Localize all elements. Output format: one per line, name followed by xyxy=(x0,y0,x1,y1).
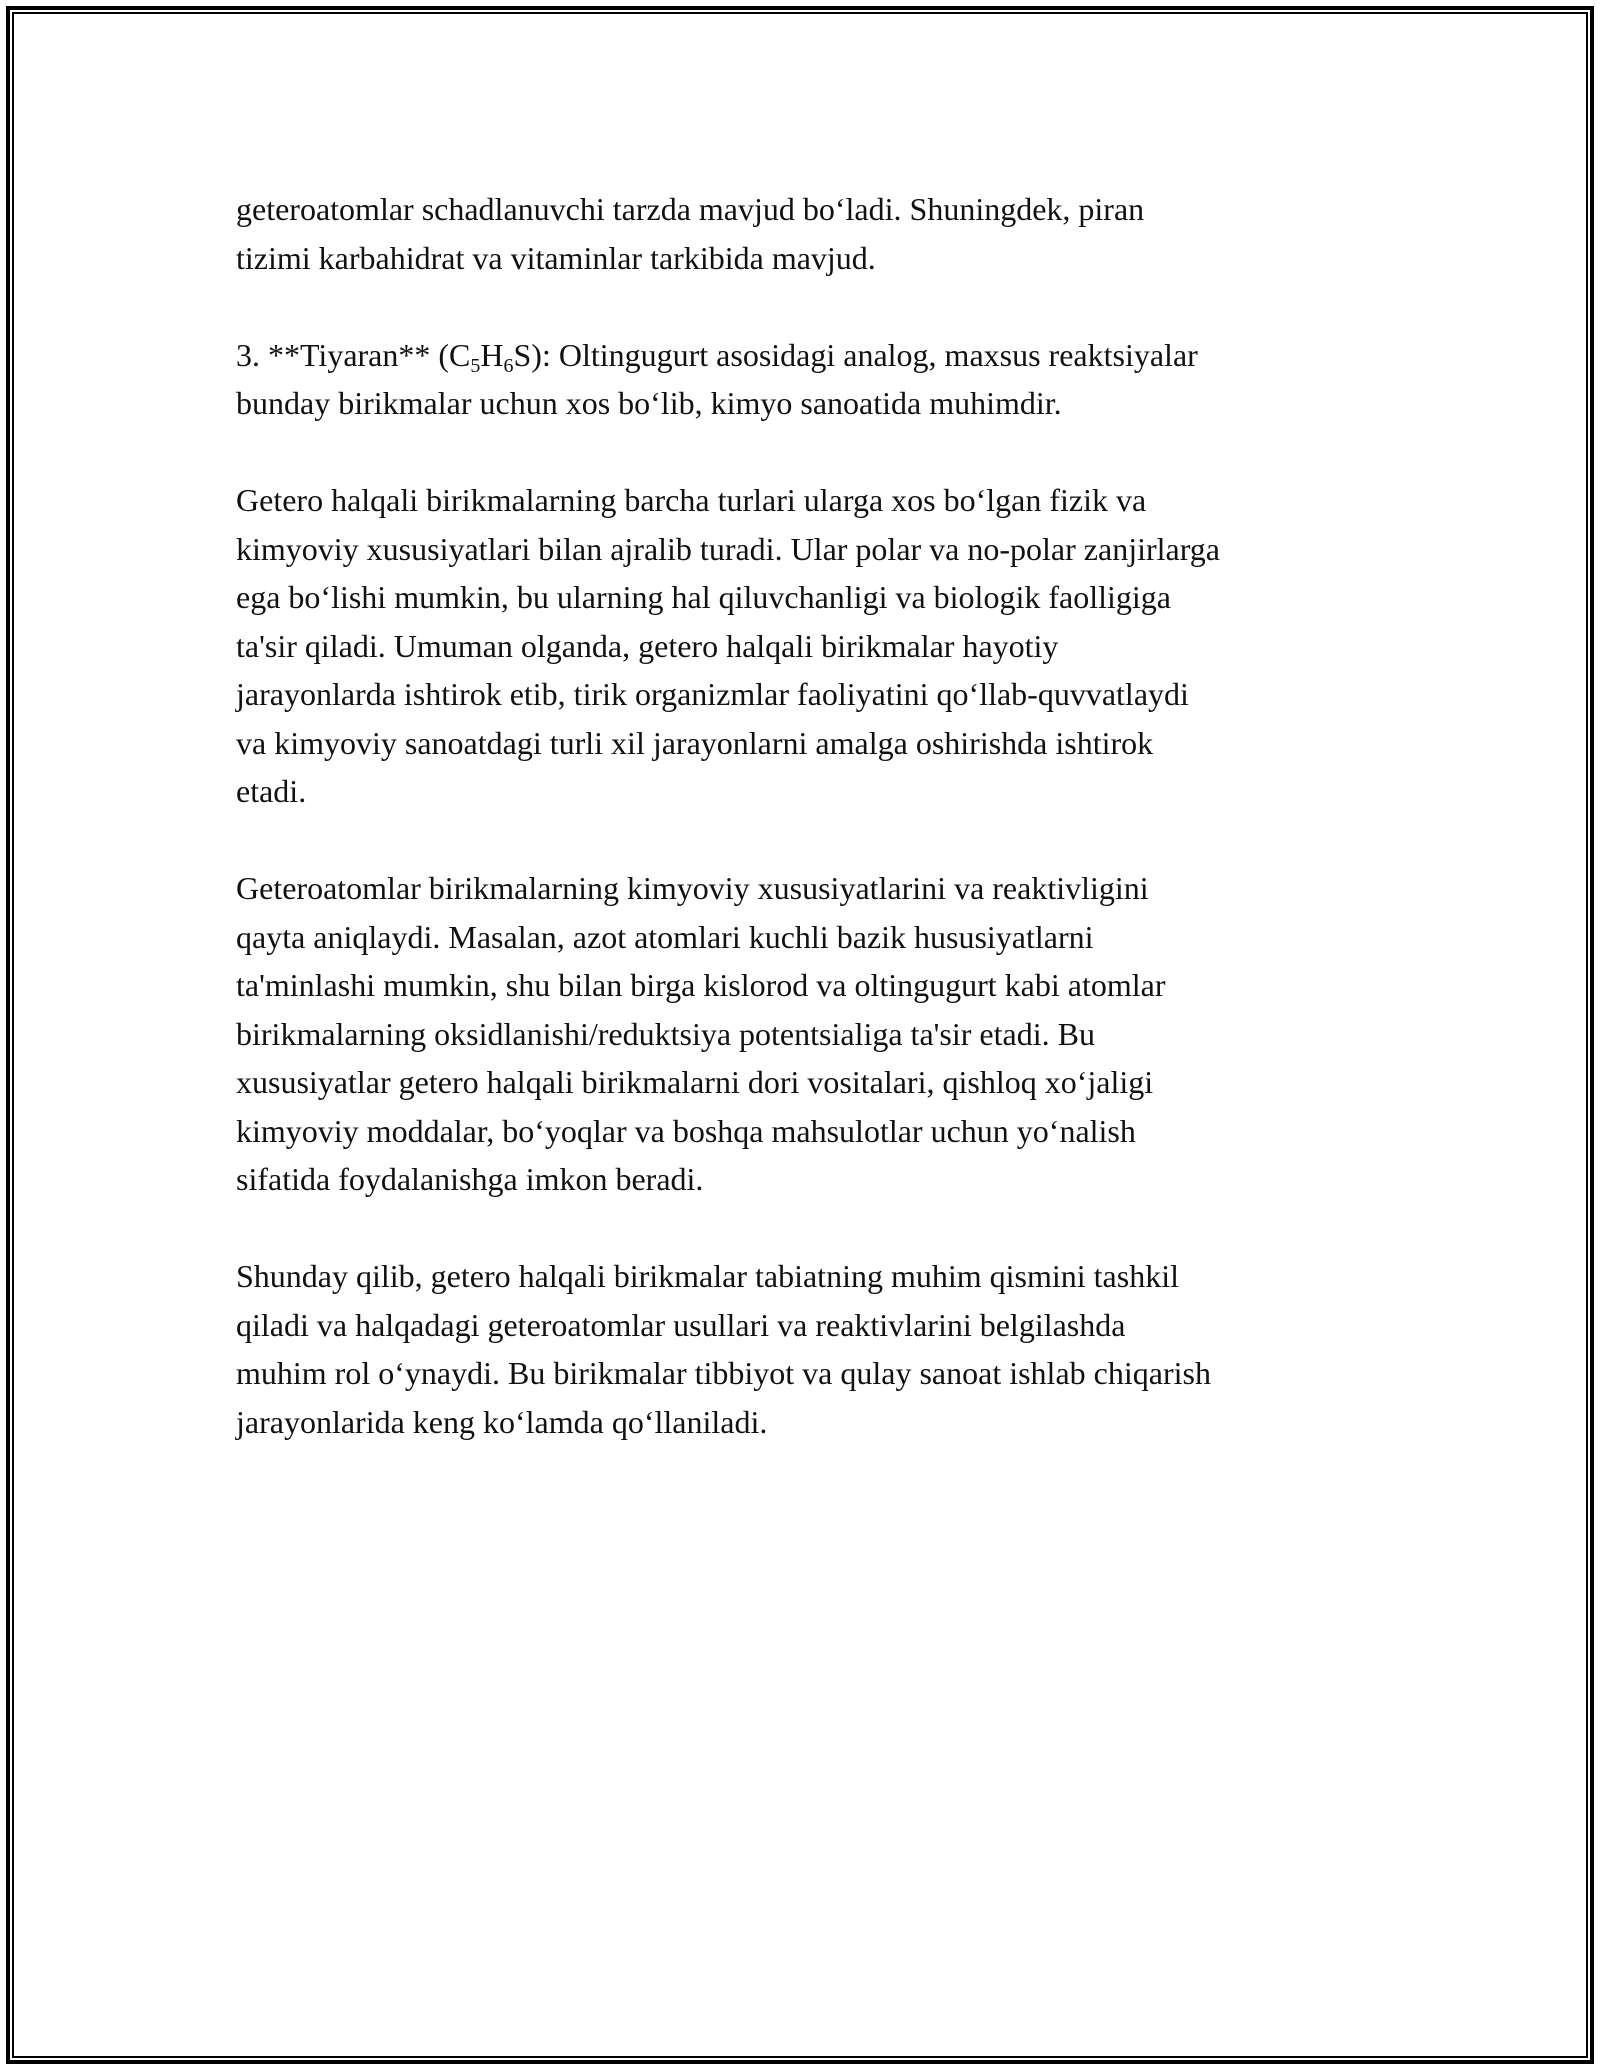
formula-subscript-5: 5 xyxy=(470,354,481,377)
formula-h: H xyxy=(480,336,504,373)
paragraph-piran: geteroatomlar schadlanuvchi tarzda mavjud bo‘ladi. Shuningdek, piran tizimi karbahidrat va vitaminlar tarkibida mavjud. xyxy=(236,191,1145,276)
tiyaran-text-prefix: 3. **Tiyaran** (C xyxy=(236,336,471,373)
paragraph-conclusion: Shunday qilib, getero halqali birikmalar tabiatning muhim qismini tashkil qiladi va halqadagi geteroatomlar usullari va reaktivlarini belgilashda muhim rol o‘ynaydi. Bu birikmalar tibbiyot va qulay sanoat ishlab chiqarish jarayonlarida keng ko‘lamda qo‘llaniladi. xyxy=(236,1258,1211,1440)
list-item-tiyaran xyxy=(236,331,1376,428)
paragraph-properties: Getero halqali birikmalarning barcha turlari ularga xos bo‘lgan fizik va kimyoviy xususiyatlari bilan ajralib turadi. Ular polar va no-polar zanjirlarga ega bo‘lishi mumkin, bu ularning hal qiluvchanligi va biologik faolligiga ta'sir qiladi. Umuman olganda, getero halqali birikmalar hayotiy jarayonlarda ishtirok etib, tirik organizmlar faoliyatini qo‘llab-quvvatlaydi va kimyoviy sanoatdagi turli xil jarayonlarni amalga oshirishda ishtirok etadi. xyxy=(236,482,1220,809)
paragraph-heteroatoms: Geteroatomlar birikmalarning kimyoviy xususiyatlarini va reaktivligini qayta aniqlaydi. Masalan, azot atomlari kuchli bazik hususiyatlarni ta'minlashi mumkin, shu bilan birga kislorod va oltingugurt kabi atomlar birikmalarning oksidlanishi/reduktsiya potentsialiga ta'sir etadi. Bu xususiyatlar getero halqali birikmalarni dori vositalari, qishloq xo‘jaligi kimyoviy moddalar, bo‘yoqlar va boshqa mahsulotlar uchun yo‘nalish sifatida foydalanishga imkon beradi. xyxy=(236,870,1166,1197)
tiyaran-text-suffix: S): Oltingugurt asosidagi analog, maxsus reaktsiyalar bunday birikmalar uchun xos bo‘lib, kimyo sanoatida muhimdir. xyxy=(236,336,1198,421)
document-body xyxy=(236,185,1376,1446)
formula-subscript-6: 6 xyxy=(503,354,514,377)
